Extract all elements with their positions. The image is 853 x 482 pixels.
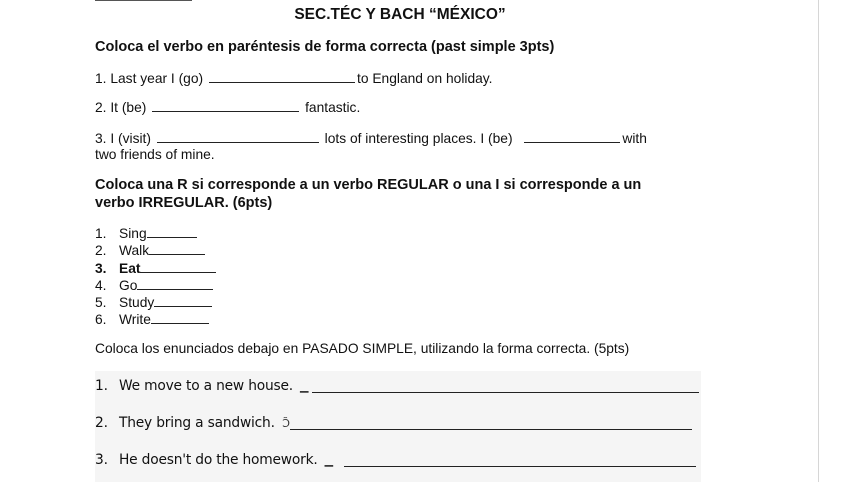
small-dash-icon: ▁ xyxy=(324,454,333,467)
small-dash-icon: ▁ xyxy=(300,380,309,393)
top-rule xyxy=(95,0,192,1)
verb-list xyxy=(95,225,216,329)
answer-blank-4[interactable] xyxy=(524,129,620,143)
section2-heading-line2: verbo IRREGULAR. (6pts) xyxy=(95,195,273,211)
exercise1-line1 xyxy=(95,69,493,87)
list-item: 3. Eat xyxy=(95,260,216,277)
answer-blank-verb-4[interactable] xyxy=(137,277,213,290)
section1-heading: Coloca el verbo en paréntesis de forma correcta (past simple 3pts) xyxy=(95,39,555,55)
answer-blank-2[interactable] xyxy=(152,98,299,112)
list-item: 2. Walk xyxy=(95,242,216,259)
line3-start: 3. I (visit) xyxy=(95,131,151,146)
answer-blank-verb-6[interactable] xyxy=(151,311,209,324)
answer-blank-verb-5[interactable] xyxy=(154,294,212,307)
sentence-1: 1. We move to a new house. ▁ xyxy=(95,378,311,394)
page-edge xyxy=(818,0,819,482)
sentence-3: 3. He doesn't do the homework. ▁ xyxy=(95,452,336,468)
line3-mid: lots of interesting places. I (be) xyxy=(324,131,513,146)
sentence-2: 2. They bring a sandwich. Ɔ̃ xyxy=(95,415,293,431)
answer-blank-verb-1[interactable] xyxy=(147,225,197,238)
answer-blank-verb-3[interactable] xyxy=(140,260,216,273)
handwritten-mark-icon: Ɔ̃ xyxy=(282,417,290,430)
answer-line-1[interactable] xyxy=(312,392,699,393)
answer-line-2[interactable] xyxy=(290,429,692,430)
answer-blank-verb-2[interactable] xyxy=(149,242,205,255)
list-item: 4. Go xyxy=(95,277,216,294)
list-item: 1. Sing xyxy=(95,225,216,242)
section2-heading-line1: Coloca una R si corresponde a un verbo REGULAR o una I si corresponde a un xyxy=(95,177,642,193)
line3-end: with xyxy=(622,131,647,146)
exercise1-line3 xyxy=(95,129,647,147)
line2-end: fantastic. xyxy=(305,100,361,115)
line1-end: to England on holiday. xyxy=(356,71,493,86)
line3-continuation: two friends of mine. xyxy=(95,147,215,162)
section3-instruction: Coloca los enunciados debajo en PASADO SIMPLE, utilizando la forma correcta. (5pts) xyxy=(95,341,630,356)
list-item: 6. Write xyxy=(95,311,216,328)
page-title: SEC.TÉC Y BACH “MÉXICO” xyxy=(294,6,506,23)
exercise1-line2 xyxy=(95,98,360,116)
answer-line-3[interactable] xyxy=(344,466,696,467)
answer-blank-3[interactable] xyxy=(157,129,319,143)
line2-start: 2. It (be) xyxy=(95,100,147,115)
answer-blank-1[interactable] xyxy=(209,69,355,83)
list-item: 5. Study xyxy=(95,294,216,311)
line1-start: 1. Last year I (go) xyxy=(95,71,204,86)
